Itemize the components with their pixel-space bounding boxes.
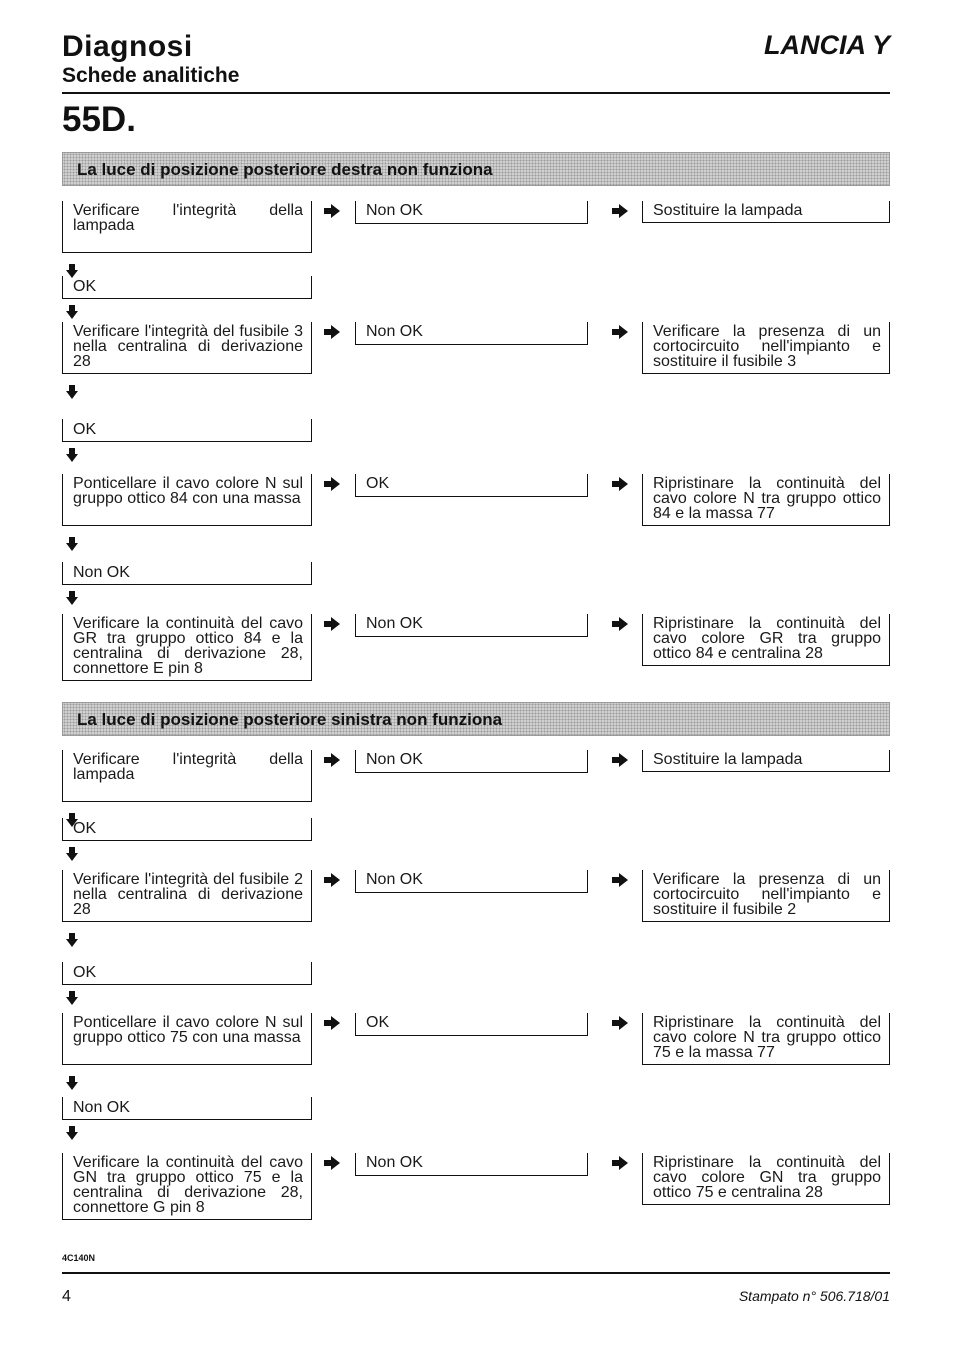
right-arrow-icon (324, 1016, 340, 1030)
right-arrow-icon (612, 617, 628, 631)
right-arrow-icon (612, 204, 628, 218)
footer-rule (62, 1272, 890, 1274)
down-arrow-icon (66, 991, 78, 1005)
result-box: Non OK (355, 1153, 588, 1176)
outcome-box: OK (62, 818, 312, 841)
down-arrow-icon (66, 591, 78, 605)
result-box: Non OK (355, 201, 588, 224)
outcome-box: OK (62, 276, 312, 299)
action-box: Sostituire la lampada (642, 750, 890, 772)
right-arrow-icon (324, 753, 340, 767)
outcome-box: Non OK (62, 1097, 312, 1120)
right-arrow-icon (612, 1156, 628, 1170)
right-arrow-icon (324, 325, 340, 339)
right-arrow-icon (324, 477, 340, 491)
action-box: Sostituire la lampada (642, 201, 890, 223)
section-title: La luce di posizione posteriore sinistra non funziona (77, 710, 503, 729)
check-step-box: Verificare l'integrità del fusibile 3 nella centralina di derivazione 28 (62, 322, 312, 374)
section-banner (62, 152, 890, 186)
result-box: Non OK (355, 614, 588, 637)
check-step-box: Ponticellare il cavo colore N sul gruppo ottico 75 con una massa (62, 1013, 312, 1065)
page-number: 4 (62, 1288, 71, 1305)
right-arrow-icon (612, 325, 628, 339)
down-arrow-icon (66, 305, 78, 319)
result-box: OK (355, 1013, 588, 1036)
down-arrow-icon (66, 933, 78, 947)
action-box: Ripristinare la continuità del cavo colore GN tra gruppo ottico 75 e centralina 28 (642, 1153, 890, 1205)
action-box: Ripristinare la continuità del cavo colore N tra gruppo ottico 75 e la massa 77 (642, 1013, 890, 1065)
page-subtitle: Schede analitiche (62, 64, 240, 87)
check-step-box: Verificare la continuità del cavo GN tra gruppo ottico 75 e la centralina di derivazione 28, connettore G pin 8 (62, 1153, 312, 1220)
section-title: La luce di posizione posteriore destra non funziona (77, 160, 493, 179)
down-arrow-icon (66, 537, 78, 551)
check-step-box: Ponticellare il cavo colore N sul gruppo ottico 84 con una massa (62, 474, 312, 526)
down-arrow-icon (66, 1126, 78, 1140)
action-box: Verificare la presenza di un cortocircuito nell'impianto e sostituire il fusibile 3 (642, 322, 890, 374)
action-box: Ripristinare la continuità del cavo colore N tra gruppo ottico 84 e la massa 77 (642, 474, 890, 526)
action-box: Ripristinare la continuità del cavo colore GR tra gruppo ottico 84 e centralina 28 (642, 614, 890, 666)
right-arrow-icon (612, 1016, 628, 1030)
right-arrow-icon (324, 204, 340, 218)
down-arrow-icon (66, 847, 78, 861)
result-box: Non OK (355, 870, 588, 893)
result-box: Non OK (355, 322, 588, 345)
check-step-box: Verificare l'integrità del fusibile 2 nella centralina di derivazione 28 (62, 870, 312, 922)
right-arrow-icon (324, 1156, 340, 1170)
action-box: Verificare la presenza di un cortocircuito nell'impianto e sostituire il fusibile 2 (642, 870, 890, 922)
figure-code: 4C140N (62, 1253, 96, 1263)
section-banner (62, 702, 890, 736)
result-box: OK (355, 474, 588, 497)
check-step-box: Verificare la continuità del cavo GR tra gruppo ottico 84 e la centralina di derivazione 28, connettore E pin 8 (62, 614, 312, 681)
outcome-box: OK (62, 419, 312, 442)
down-arrow-icon (66, 1076, 78, 1090)
page-title: Diagnosi (62, 30, 193, 63)
result-box: Non OK (355, 750, 588, 773)
down-arrow-icon (66, 385, 78, 399)
right-arrow-icon (324, 873, 340, 887)
outcome-box: OK (62, 962, 312, 985)
check-step-box: Verificare l'integrità della lampada (62, 201, 312, 253)
header-rule (62, 92, 890, 94)
right-arrow-icon (324, 617, 340, 631)
outcome-box: Non OK (62, 562, 312, 585)
down-arrow-icon (66, 448, 78, 462)
right-arrow-icon (612, 753, 628, 767)
print-reference: Stampato n° 506.718/01 (738, 1288, 890, 1304)
section-code: 55D. (62, 100, 136, 139)
check-step-box: Verificare l'integrità della lampada (62, 750, 312, 802)
brand-name: LANCIA Y (763, 30, 890, 60)
right-arrow-icon (612, 477, 628, 491)
right-arrow-icon (612, 873, 628, 887)
